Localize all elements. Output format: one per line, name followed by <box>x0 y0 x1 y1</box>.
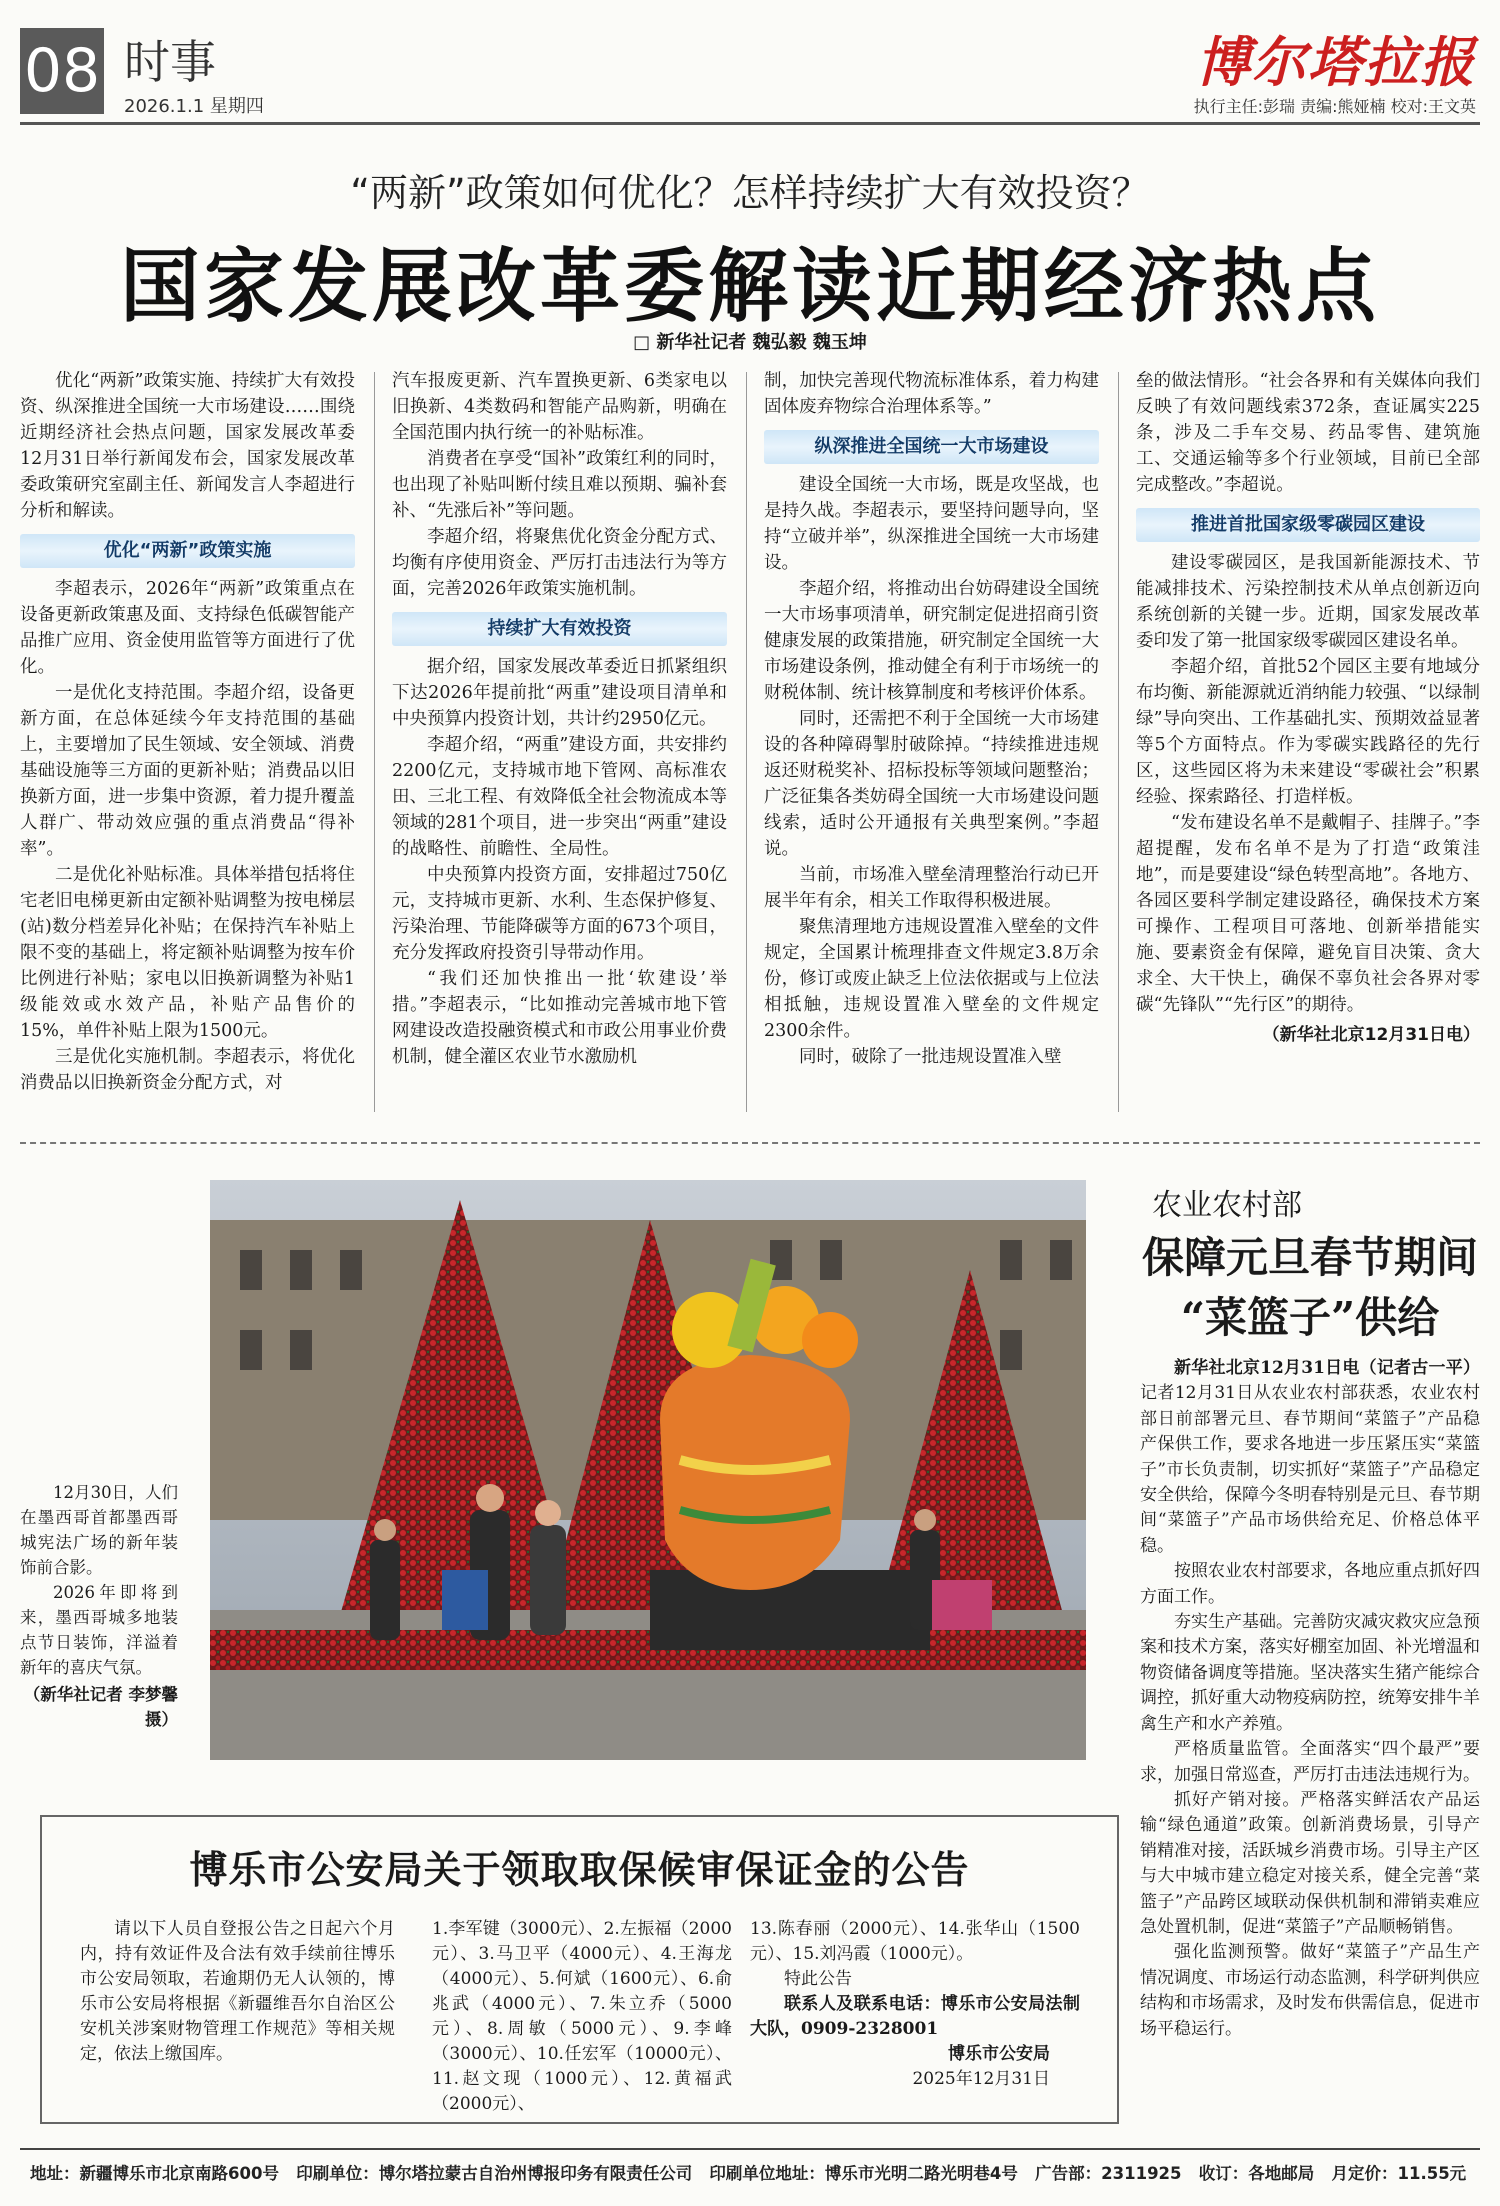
photo-illustration <box>210 1180 1086 1760</box>
footer-address: 地址：新疆博乐市北京南路600号 <box>30 2164 279 2183</box>
paragraph: 李超介绍，首批52个园区主要有地域分布均衡、新能源就近消纳能力较强、“以绿制绿”导向突出、工作基础扎实、预期效益显著等5个方面特点。作为零碳实践路径的先行区，这些园区将为未来建设“零碳社会”积累经验、探索路径、打造样板。 <box>1136 657 1480 807</box>
header-rule <box>20 122 1480 125</box>
column-divider <box>374 372 375 1112</box>
paragraph: 消费者在享受“国补”政策红利的同时，也出现了补贴叫断付续且难以预期、骗补套补、“先涨后补”等问题。 <box>392 449 727 521</box>
page-footer <box>30 2160 1480 2184</box>
notice-contact: 联系人及联系电话：博乐市公安局法制大队，0909-2328001 <box>750 1994 1080 2039</box>
paragraph: 据介绍，国家发展改革委近日抓紧组织下达2026年提前批“两重”建设项目清单和中央预算内投资计划，共计约2950亿元。 <box>392 657 727 729</box>
dateline: （新华社北京12月31日电） <box>1262 1025 1480 1045</box>
caption-text: 2026年即将到来，墨西哥城多地装点节日装饰，洋溢着新年的喜庆气氛。 <box>20 1583 178 1677</box>
issue-date: 2026.1.1 星期四 <box>124 96 264 117</box>
footer-printer: 印刷单位：博尔塔拉蒙古自治州博报印务有限责任公司 <box>296 2164 693 2183</box>
paragraph: 李超介绍，“两重”建设方面，共安排约2200亿元，支持城市地下管网、高标准农田、三北工程、有效降低全社会物流成本等领域的281个项目，进一步突出“两重”建设的战略性、前瞻性、全局性。 <box>392 735 727 859</box>
footer-price: 月定价：11.55元 <box>1331 2164 1467 2183</box>
agri-lead-dateline: 新华社北京12月31日电（记者古一平） <box>1174 1358 1480 1378</box>
agri-department: 农业农村部 <box>1152 1188 1302 1223</box>
paragraph: 三是优化实施机制。李超表示，将优化消费品以旧换新资金分配方式，对 <box>20 1047 355 1093</box>
paragraph: 强化监测预警。做好“菜篮子”产品生产情况调度、市场运行动态监测，科学研判供应结构和市场需求，及时发布供需信息，促进市场平稳运行。 <box>1140 1942 1480 2039</box>
subheading: 优化“两新”政策实施 <box>20 534 355 568</box>
lead-column-2 <box>392 368 727 1070</box>
paragraph: 中央预算内投资方面，安排超过750亿元，支持城市更新、水利、生态保护修复、污染治理、节能降碳等方面的673个项目，充分发挥政府投资引导带动作用。 <box>392 865 727 963</box>
lead-headline: 国家发展改革委解读近期经济热点 <box>120 239 1380 333</box>
notice-column-1 <box>80 1917 395 2067</box>
paragraph: 汽车报废更新、汽车置换更新、6类家电以旧换新、4类数码和智能产品购新，明确在全国范围内执行统一的补贴标准。 <box>392 371 727 443</box>
paragraph: 优化“两新”政策实施、持续扩大有效投资、纵深推进全国统一大市场建设……围绕近期经济社会热点问题，国家发展改革委12月31日举行新闻发布会，国家发展改革委政策研究室副主任、新闻发言人李超进行分析和解读。 <box>20 371 355 521</box>
footer-subscription: 收订：各地邮局 <box>1198 2164 1315 2183</box>
newspaper-masthead: 博尔塔拉报 <box>1196 30 1476 94</box>
paragraph: 一是优化支持范围。李超介绍，设备更新方面，在总体延续今年支持范围的基础上，主要增加了民生领域、安全领域、消费基础设施等三方面的更新补贴；消费品以旧换新方面，进一步集中资源，着力提升覆盖人群广、带动效应强的重点消费品“得补率”。 <box>20 683 355 859</box>
notice-text: 请以下人员自登报公告之日起六个月内，持有效证件及合法有效手续前往博乐市公安局领取，若逾期仍无人认领的，博乐市公安局将根据《新疆维吾尔自治区公安机关涉案财物管理工作规范》等相关规定，依法上缴国库。 <box>80 1919 395 2064</box>
lead-column-3 <box>764 368 1099 1070</box>
page-number: 08 <box>20 28 104 114</box>
paragraph: “我们还加快推出一批‘软建设’举措。”李超表示，“比如推动完善城市地下管网建设改造投融资模式和市政公用事业价费机制，健全灌区农业节水激励机 <box>392 969 727 1067</box>
column-divider <box>746 372 747 1112</box>
paragraph: 同时，还需把不利于全国统一大市场建设的各种障碍掣肘破除掉。“持续推进违规返还财税奖补、招标投标等领域问题整治；广泛征集各类妨碍全国统一大市场建设问题线索，适时公开通报有关典型案例。”李超说。 <box>764 709 1099 859</box>
public-notice <box>40 1815 1119 2124</box>
section-title: 时事 <box>124 35 216 89</box>
notice-column-2 <box>432 1917 732 2117</box>
paragraph: 李超介绍，将聚焦优化资金分配方式、均衡有序使用资金、严厉打击违法行为等方面，完善2026年政策实施机制。 <box>392 527 727 599</box>
notice-list: 13.陈春丽（2000元）、14.张华山（1500元）、15.刘冯霞（1000元）。 <box>750 1919 1080 1964</box>
paragraph: 严格质量监管。全面落实“四个最严”要求，加强日常巡查，严厉打击违法违规行为。 <box>1140 1739 1480 1785</box>
paragraph: 垒的做法情形。“社会各界和有关媒体向我们反映了有效问题线索372条，查证属实225条，涉及二手车交易、药品零售、建筑施工、交通运输等多个行业领域，目前已全部完成整改。”李超说。 <box>1136 371 1480 495</box>
agri-headline <box>1140 1228 1480 1348</box>
footer-rule <box>20 2148 1480 2150</box>
paragraph: 记者12月31日从农业农村部获悉，农业农村部日前部署元旦、春节期间“菜篮子”产品稳产保供工作，要求各地进一步压紧压实“菜篮子”市长负责制，切实抓好“菜篮子”产品稳定安全供给，保障今冬明春特别是元旦、春节期间“菜篮子”产品市场供给充足、价格总体平稳。 <box>1140 1383 1480 1556</box>
footer-printer-address: 印刷单位地址：博乐市光明二路光明巷4号 <box>709 2164 1018 2183</box>
editors-line: 执行主任:彭瑞 责编:熊娅楠 校对:王文英 <box>1193 97 1476 116</box>
photo-credit: （新华社记者 李梦馨 摄） <box>23 1685 178 1729</box>
paragraph: “发布建设名单不是戴帽子、挂牌子。”李超提醒，发布名单不是为了打造“政策洼地”，而是要建设“绿色转型高地”。各地方、各园区要科学制定建设路径，确保技术方案可操作、工程项目可落地、创新举措能实施、要素资金有保障，避免盲目决策、贪大求全、大干快上，确保不辜负社会各界对零碳“先锋队”“先行区”的期待。 <box>1136 813 1480 1015</box>
caption-text: 12月30日，人们在墨西哥首都墨西哥城宪法广场的新年装饰前合影。 <box>20 1483 178 1577</box>
lead-column-1 <box>20 368 355 1096</box>
story-separator <box>20 1142 1480 1144</box>
paragraph: 聚焦清理地方违规设置准入壁垒的文件规定，全国累计梳理排查文件规定3.8万余份，修订或废止缺乏上位法依据或与上位法相抵触，违规设置准入壁垒的文件规定2300余件。 <box>764 917 1099 1041</box>
paragraph: 抓好产销对接。严格落实鲜活农产品运输“绿色通道”政策。创新消费场景，引导产销精准对接，活跃城乡消费市场。引导主产区与大中城市建立稳定对接关系，健全完善“菜篮子”产品跨区域联动保供机制和滞销卖难应急处置机制，促进“菜篮子”产品顺畅销售。 <box>1140 1789 1480 1937</box>
paragraph: 按照农业农村部要求，各地应重点抓好四方面工作。 <box>1140 1561 1480 1607</box>
notice-date: 2025年12月31日 <box>912 2069 1050 2089</box>
paragraph: 夯实生产基础。完善防灾减灾救灾应急预案和技术方案，落实好棚室加固、补光增温和物资储备调度等措施。坚决落实生猪产能综合调控，抓好重大动物疫病防控，统筹安排牛羊禽生产和水产养殖。 <box>1140 1612 1480 1734</box>
subheading: 纵深推进全国统一大市场建设 <box>764 430 1099 464</box>
notice-column-3 <box>750 1917 1080 2092</box>
agri-headline-line: “菜篮子”供给 <box>1180 1293 1440 1342</box>
column-divider <box>1118 372 1119 1112</box>
paragraph: 李超表示，2026年“两新”政策重点在设备更新政策惠及面、支持绿色低碳智能产品推广应用、资金使用监管等方面进行了优化。 <box>20 579 355 677</box>
notice-closing: 特此公告 <box>784 1969 852 1989</box>
footer-ad-phone: 广告部：2311925 <box>1035 2164 1182 2183</box>
paragraph: 李超介绍，将推动出台妨碍建设全国统一大市场事项清单，研究制定促进招商引资健康发展的政策措施，研究制定全国统一大市场建设条例，推动健全有利于市场统一的财税体制、统计核算制度和考核评价体系。 <box>764 579 1099 703</box>
agri-headline-line: 保障元旦春节期间 <box>1141 1233 1478 1282</box>
paragraph: 建设全国统一大市场，既是攻坚战，也是持久战。李超表示，要坚持问题导向，坚持“立破并举”，纵深推进全国统一大市场建设。 <box>764 475 1099 573</box>
paragraph: 二是优化补贴标准。具体举措包括将住宅老旧电梯更新由定额补贴调整为按电梯层(站)数分档差异化补贴；在保持汽车补贴上限不变的基础上，将定额补贴调整为按车价比例进行补贴；家电以旧换新调整为补贴1级能效或水效产品，补贴产品售价的15%，单件补贴上限为1500元。 <box>20 865 355 1041</box>
notice-list: 1.李军键（3000元）、2.左振福（2000元）、3.马卫平（4000元）、4.王海龙（4000元）、5.何斌（1600元）、6.俞兆武（4000元）、7.朱立乔（5000元）、8.周敏（5000元）、9.李峰（3000元）、10.任宏军（10000元）、11.赵文现（1000元）、12.黄福武（2000元）、 <box>432 1919 732 2114</box>
lead-byline: □ 新华社记者 魏弘毅 魏玉坤 <box>633 332 867 353</box>
subheading: 推进首批国家级零碳园区建设 <box>1136 508 1480 542</box>
paragraph: 当前，市场准入壁垒清理整治行动已开展半年有余，相关工作取得积极进展。 <box>764 865 1099 911</box>
subheading: 持续扩大有效投资 <box>392 612 727 646</box>
photo-caption <box>20 1480 178 1732</box>
notice-org: 博乐市公安局 <box>948 2044 1050 2064</box>
lead-kicker: “两新”政策如何优化？怎样持续扩大有效投资？ <box>350 171 1150 215</box>
paragraph: 同时，破除了一批违规设置准入壁 <box>799 1047 1062 1067</box>
paragraph: 建设零碳园区，是我国新能源技术、节能减排技术、污染控制技术从单点创新迈向系统创新的关键一步。近期，国家发展改革委印发了第一批国家级零碳园区建设名单。 <box>1136 553 1480 651</box>
lead-column-4 <box>1136 368 1480 1048</box>
agri-body <box>1140 1356 1480 2042</box>
paragraph: 制，加快完善现代物流标准体系，着力构建固体废弃物综合治理体系等。” <box>764 371 1099 417</box>
notice-title: 博乐市公安局关于领取取保候审保证金的公告 <box>189 1847 970 1892</box>
news-photo <box>210 1180 1086 1760</box>
